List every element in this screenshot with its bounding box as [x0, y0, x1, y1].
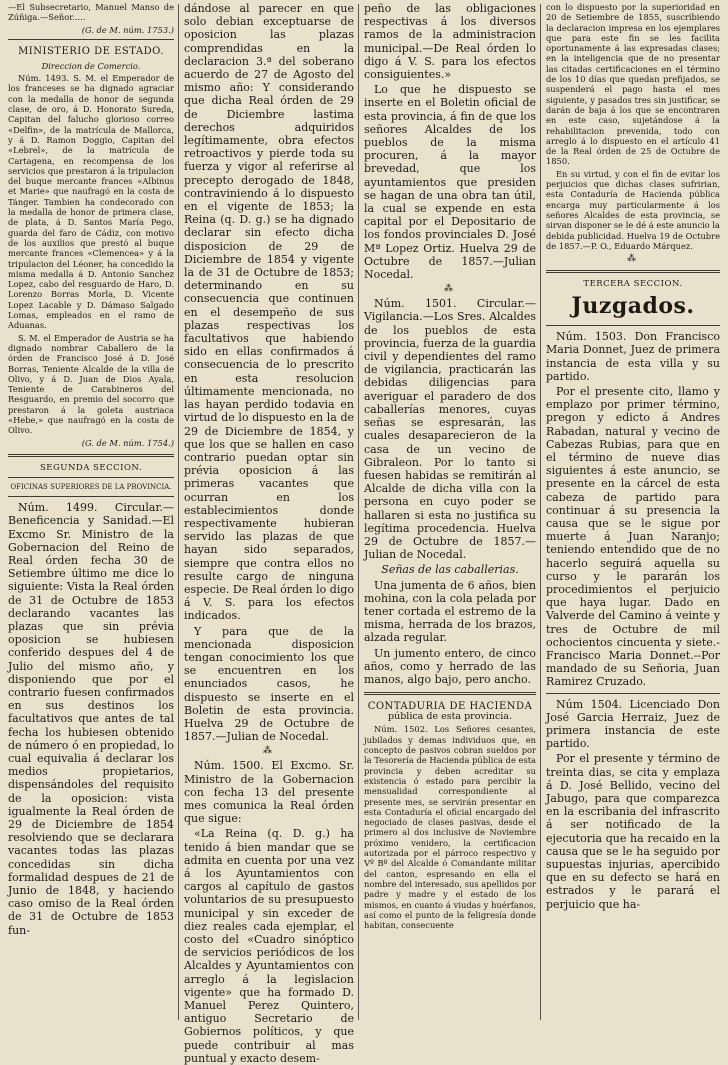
- offices-heading: OFICINAS SUPERIORES DE LA PROVINCIA.: [10, 482, 172, 491]
- source-citation: (G. de M. núm. 1753.): [81, 24, 174, 35]
- juzgados-heading: Juzgados.: [571, 293, 695, 320]
- notice-1502-closing: En su virtud, y con el fin de evitar los perjuicios que dichas clases sufririan, esta Contaduría de Hacienda pública encarga muy particularmente á los señores Alcaldes de esta provincia, se sirvan disponer se le dé á este anuncio la debida publicidad. Huelva 19 de Octubre de 1857.—P. O., Eduardo Márquez.: [546, 168, 720, 251]
- divider: [8, 496, 174, 497]
- contaduria-heading: CONTADURIA DE HACIENDA: [367, 701, 533, 713]
- notice-1500: Núm. 1500. El Excmo. Sr. Ministro de la Gobernacion con fecha 13 del presente mes comunica la Real órden que sigue:: [184, 759, 354, 826]
- column-1: [4, 2, 178, 1024]
- column-3: [360, 2, 540, 1024]
- column-4: [542, 2, 724, 1024]
- ornament-divider: ⁂: [627, 254, 639, 265]
- ornament-divider: ⁂: [444, 284, 456, 295]
- divider: [364, 692, 536, 695]
- column-2: [180, 2, 358, 1065]
- divider: [8, 39, 174, 40]
- circular-1499: Núm. 1499. Circular.— Beneficencia y Sanidad.—El Excmo Sr. Ministro de la Gobernacion del Reino de Real órden fecha 30 de Setiembre último me dice lo siguiente: Vista la Real órden de 31 de Octubre de 1853 declarando vacantes las plazas que sin prévia oposicion se hubiesen conferido despues del 4 de Julio del mismo año, y disponiendo que por el contrario fuesen confirmados en sus destinos los facultativos que antes de tal fecha los hubiesen obtenido de número ó en propiedad, lo cual equivalia á declarar los medios propietarios, dispensándoles del requisito de la oposicion: vista igualmente la Real órden de 29 de Diciembre de 1854 resolviendo que se declarara vacantes todas las plazas concedidas sin dicha formalidad despues de 21 de Junio de 1848, y haciendo caso omiso de la Real órden de 31 de Octubre de 1853 fun-: [8, 501, 174, 937]
- circular-1499-continued: dándose al parecer en que solo debian exceptuarse de oposicion las plazas comprendidas en la declaracion 3.ª del soberano acuerdo de 27 de Agosto del mismo año: Y considerando que dicha Real órden de 29 de Diciembre lastima derechos adquiridos legítimamente, obra efectos retroactivos y pierde toda su fuerza y vigor al referirse al precepto derogado de 1848, contraviniendo á lo dispuesto en el vigente de 1853; la Reina (q. D. g.) se ha dignado declarar sin efecto dicha disposicion de 29 de Diciembre de 1854 y vigente la de 31 de Octubre de 1853; determinando en su consecuencia que continuen en el desempeño de sus plazas respectivas los facultativos que habiendo sido en ellas confirmados á consecuencia de lo prescrito en esta resolucion últimamente mencionada, no las hayan perdido todavia en virtud de lo dispuesto en la de 29 de Diciembre de 1854, y que los que se hallen en caso contrario puedan optar sin prévia oposicion á las primeras vacantes que ocurran en los establecimientos donde respectivamente hubieran servido las plazas de que hayan sido separados, siempre que contra ellos no resulte cargo de ninguna especie. De Real órden lo digo á V. S. para los efectos indicados.: [184, 2, 354, 623]
- divider: [546, 693, 720, 694]
- notice-1503-edict: Por el presente cito, llamo y emplazo por primer término, pregon y edicto á Andres Rabadan, natural y vecino de Cabezas Rubias, para que en el término de nueve dias siguientes á este anuncio, se presente en la cárcel de esta cabeza de partido para continuar á su presencia la causa que se le sigue por muerte á Juan Naranjo; teniendo entendido que de no hacerlo seguirá aquella su curso y le pararán los procedimientos el perjuicio que haya lugar. Dado en Valverde del Camino á veinte y tres de Octubre de mil ochocientos cincuenta y siete.- Francisco Maria Donnet.--Por mandado de su Señoria, Juan Ramirez Cruzado.: [546, 384, 720, 689]
- ornament-divider: ⁂: [263, 746, 275, 757]
- notice-1500-order: «La Reina (q. D. g.) ha tenido á bien mandar que se admita en cuenta por una vez á los Ayuntamientos con cargos al capítulo de gastos voluntarios de su presupuesto municipal y sin exceder de diez reales cada ejemplar, el costo del «Cuadro sinóptico de servicios periódicos de los Alcaldes y Ayuntamientos con arreglo á la legislacion vigente» que ha formado D. Manuel Perez Quintero, antiguo Secretario de Gobiernos políticos, y que puede contribuir al mas puntual y exacto desem-: [184, 827, 354, 1065]
- notice-1504: Núm 1504. Licenciado Don José Garcia Herraiz, Juez de primera instancia de este partido.: [546, 697, 720, 751]
- notice-1493-continued: S. M. el Emperador de Austria se ha dignado nombrar Caballero de la órden de Francisco José á D. José Borras, Teniente Alcalde de la villa de Olivo, y á D. Juan de Dios Ayala, Teniente de Carabineros del Resguardo, en premio del socorro que prestaron á la goleta austriaca «Hebe,» que naufragó en la costa de Olivo.: [8, 332, 174, 436]
- notice-1504-edict: Por el presente y término de treinta dias, se cita y emplaza á D. José Bellido, vecino del Jabugo, para que comparezca en la escribania del infrascrito á ser notificado de la ejecutoria que ha recaido en la causa que se le ha seguido por supuestas injurias, apercibido que en su defecto se hará en estrados y le parará el perjuicio que ha-: [546, 752, 720, 911]
- column-rule: [358, 4, 359, 1020]
- divider: [8, 477, 174, 478]
- signature-line: —El Subsecretario, Manuel Manso de Zúñiga.—Señor.....: [8, 2, 174, 23]
- source-citation: (G. de M. núm. 1754.): [81, 437, 174, 448]
- notice-1503: Núm. 1503. Don Francisco Maria Donnet, Juez de primera instancia de esta villa y su partido.: [546, 330, 720, 383]
- senas-item-2: Un jumento entero, de cinco años, como y herrado de las manos, algo bajo, pero ancho.: [364, 646, 536, 686]
- divider: [8, 454, 174, 457]
- senas-item-1: Una jumenta de 6 años, bien mohina, con la cola pelada por tener cortada el estremo de la misma, herrada de los brazos, alzada regular.: [364, 578, 536, 645]
- contaduria-subheading: pública de esta provincia.: [388, 711, 512, 723]
- notice-1502: Núm. 1502. Los Señores cesantes, jubilados y demas individuos que, en concepto de pasivos cobran sueldos por la Tesorería de Hacienda pública de esta provincia y deben acreditar su existencia ó estado para percibir la mensualidad correspondiente al presente mes, se servirán presentar en esta Contaduría el oficial encargado del negociado de clases pasivas, desde el primero al dos inclusive de Noviembre próximo venidero, la certificacion autorizada por el párroco respectivo y Vº Bº del Alcalde ó Comandante militar del canton, espresando en ella el nombre del interesado, sus apellidos por padre y madre y el estado de los mismos, en cuanto á viudas y huérfanos, así como el punto de la feligresía donde habitan, consecuente: [364, 724, 536, 931]
- section-title-tercera: TERCERA SECCION.: [583, 279, 683, 290]
- circular-1501: Núm. 1501. Circular.— Vigilancia.—Los Sres. Alcaldes de los pueblos de esta provincia, fuerza de la guardia civil y dependientes del ramo de vigilancia, practicarán las debidas diligencias para averiguar el paradero de dos caballerías menores, cuyas señas se espresarán, las cuales desaparecieron de la casa de un vecino de Gibraleon. Por lo tanto si fuesen habidas se remitirán al Alcalde de dicha villa con la persona en cuyo poder se hallaren si esta no justifica su legítima procedencia. Huelva 29 de Octubre de 1857.—Julian de Nocedal.: [364, 297, 536, 562]
- circular-1499-closing: Y para que de la mencionada disposicion tengan conocimiento los que se encuentren en los enunciados casos, he dispuesto se inserte en el Boletin de esta provincia. Huelva 29 de Octubre de 1857.—Julian de Nocedal.: [184, 624, 354, 744]
- notice-1493: Núm. 1493. S. M. el Emperador de los franceses se ha dignado agraciar con la medalla de honor de segunda clase, de oro, á D. Honorato Sureda, Capitan del falucho glorioso correo «Delfin», de la matrícula de Mallorca, y á D. Ramon Doggio, Capitan del «Lebrel», de la matrícula de Cartagena, en recompensa de los servicios que prestaron á la tripulacion del buque mercante frances «Albinus et Marie» que naufragó en la costa de Tánger. Tambien ha condecorado con la medalla de honor de primera clase, de plata, á D. Santos María Pego, guarda del faro de Cádiz, con motivo de los auxilios que prestó al buque mercante frances «Clemencea» y á la tripulacion del Léoner, ha concedido la misma medalla á D. Antonio Sanchez Lopez, cabo del resguardo de Haro, D. Lorenzo Borras Morla, D. Vicente Lopez Lacable y D. Dámaso Salgado Lomas, empleados en el ramo de Aduanas.: [8, 73, 174, 331]
- divider: [546, 270, 720, 273]
- notice-1500-closing: Lo que he dispuesto se inserte en el Boletin oficial de esta provincia, á fin de que los señores Alcaldes de los pueblos de la misma procuren, á la mayor brevedad, que los ayuntamientos que presiden se hagan de una obra tan útil, la cual se expende en esta capital por el Depositario de los fondos provinciales D. José Mª Lopez Ortiz. Huelva 29 de Octubre de 1857.—Julian Nocedal.: [364, 83, 536, 282]
- divider: [546, 325, 720, 326]
- subsection-title: Direccion de Comercio.: [41, 60, 141, 71]
- column-rule: [540, 4, 541, 1020]
- senas-heading: Señas de las caballerias.: [381, 563, 519, 577]
- notice-1502-continued: con lo dispuesto por la superioridad en 20 de Setiembre de 1855, suscribiendo la declaracion impresa en los ejemplares que para este fin se les facilita oportunamente á las expresadas clases; en la inteligencia que de no presentar las citadas certificaciones en el término de los 10 días que quedan prefijados, se suspenderá el pago hasta el mes siguiente, y pasados tres sin justificar, se darán de baja á los que se encontraren en este caso, sujetándose á la rehabilitacion prevenida, todo con arreglo á lo dispuesto en el artículo 41 de la Real órden de 25 de Octubre de 1850.: [546, 2, 720, 167]
- section-title-estado: MINISTERIO DE ESTADO.: [18, 45, 164, 57]
- column-rule: [178, 4, 179, 1020]
- notice-1500-continued: peño de las obligaciones respectivas á los diversos ramos de la administracion municipal.—De Real órden lo digo á V. S. para los efectos consiguientes.»: [364, 2, 536, 82]
- section-title-segunda: SEGUNDA SECCION.: [39, 462, 143, 473]
